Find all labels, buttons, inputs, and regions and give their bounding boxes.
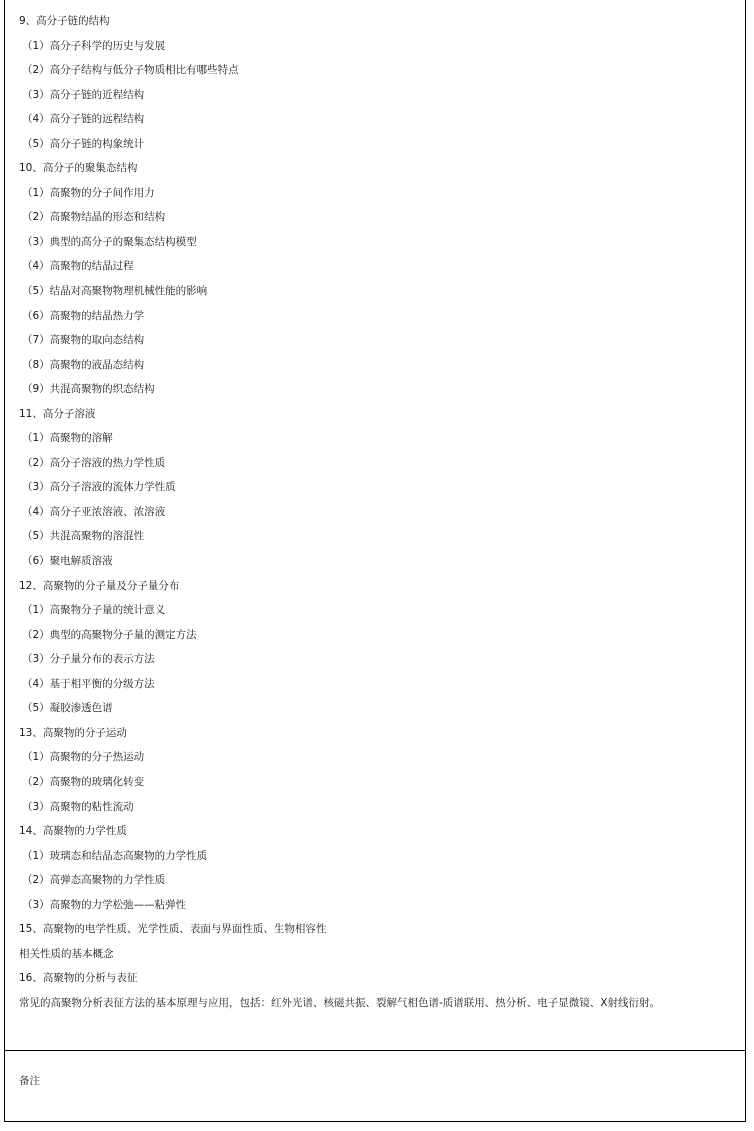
section-heading: 14、高聚物的力学性质 (19, 825, 127, 838)
list-item: （4）基于相平衡的分级方法 (22, 677, 155, 690)
section-heading: 13、高聚物的分子运动 (19, 726, 127, 739)
list-item: （3）高分子链的近程结构 (22, 88, 145, 101)
notes-label: 备注 (19, 1075, 40, 1087)
list-item: （3）典型的高分子的聚集态结构模型 (22, 235, 197, 248)
list-item: （3）高分子溶液的流体力学性质 (22, 481, 176, 494)
list-item: 相关性质的基本概念 (19, 947, 114, 960)
list-item: （6）聚电解质溶液 (22, 555, 113, 568)
list-item: （2）高分子溶液的热力学性质 (22, 456, 166, 469)
list-item: （1）高聚物的溶解 (22, 432, 113, 445)
list-item: （5）结晶对高聚物物理机械性能的影响 (22, 285, 208, 298)
list-item: （7）高聚物的取向态结构 (22, 334, 145, 347)
syllabus-content-cell (5, 0, 745, 1051)
list-item: （2）高聚物结晶的形态和结构 (22, 211, 166, 224)
list-item: （2）高分子结构与低分子物质相比有哪些特点 (22, 64, 239, 77)
list-item: （2）高聚物的玻璃化转变 (22, 775, 145, 788)
list-item: （6）高聚物的结晶热力学 (22, 309, 145, 322)
list-item: （1）高聚物的分子热运动 (22, 751, 145, 764)
list-item: （9）共混高聚物的织态结构 (22, 383, 155, 396)
list-item: （4）高分子链的远程结构 (22, 113, 145, 126)
section-heading: 10、高分子的聚集态结构 (19, 162, 138, 175)
section-heading: 15、高聚物的电学性质、光学性质、表面与界面性质、生物相容性 (19, 923, 327, 936)
list-item: （5）高分子链的构象统计 (22, 137, 145, 150)
section-paragraph: 常见的高聚物分析表征方法的基本原理与应用，包括：红外光谱、核磁共振、裂解气相色谱-质谱联用、热分析、电子显微镜、X射线衍射。 (19, 996, 660, 1009)
section-heading: 9、高分子链的结构 (19, 15, 110, 27)
list-item: （1）高聚物的分子间作用力 (22, 186, 155, 199)
list-item: （1）高分子科学的历史与发展 (22, 39, 166, 52)
list-item: （2）高弹态高聚物的力学性质 (22, 874, 166, 887)
list-item: （8）高聚物的液晶态结构 (22, 358, 145, 371)
section-heading: 16、高聚物的分析与表征 (19, 972, 138, 985)
list-item: （3）高聚物的粘性流动 (22, 800, 134, 813)
list-item: （1）玻璃态和结晶态高聚物的力学性质 (22, 849, 208, 862)
list-item: （3）高聚物的力学松弛——粘弹性 (22, 898, 187, 911)
document-table (4, 0, 746, 1122)
list-item: （1）高聚物分子量的统计意义 (22, 604, 166, 617)
section-heading: 11、高分子溶液 (19, 407, 96, 420)
list-item: （5）凝胶渗透色谱 (22, 702, 113, 715)
list-item: （4）高分子亚浓溶液、浓溶液 (22, 505, 166, 518)
list-item: （4）高聚物的结晶过程 (22, 260, 134, 273)
list-item: （3）分子量分布的表示方法 (22, 653, 155, 666)
list-item: （5）共混高聚物的溶混性 (22, 530, 145, 543)
notes-cell (5, 1051, 745, 1121)
list-item: （2）典型的高聚物分子量的测定方法 (22, 628, 197, 641)
section-heading: 12、高聚物的分子量及分子量分布 (19, 579, 180, 592)
